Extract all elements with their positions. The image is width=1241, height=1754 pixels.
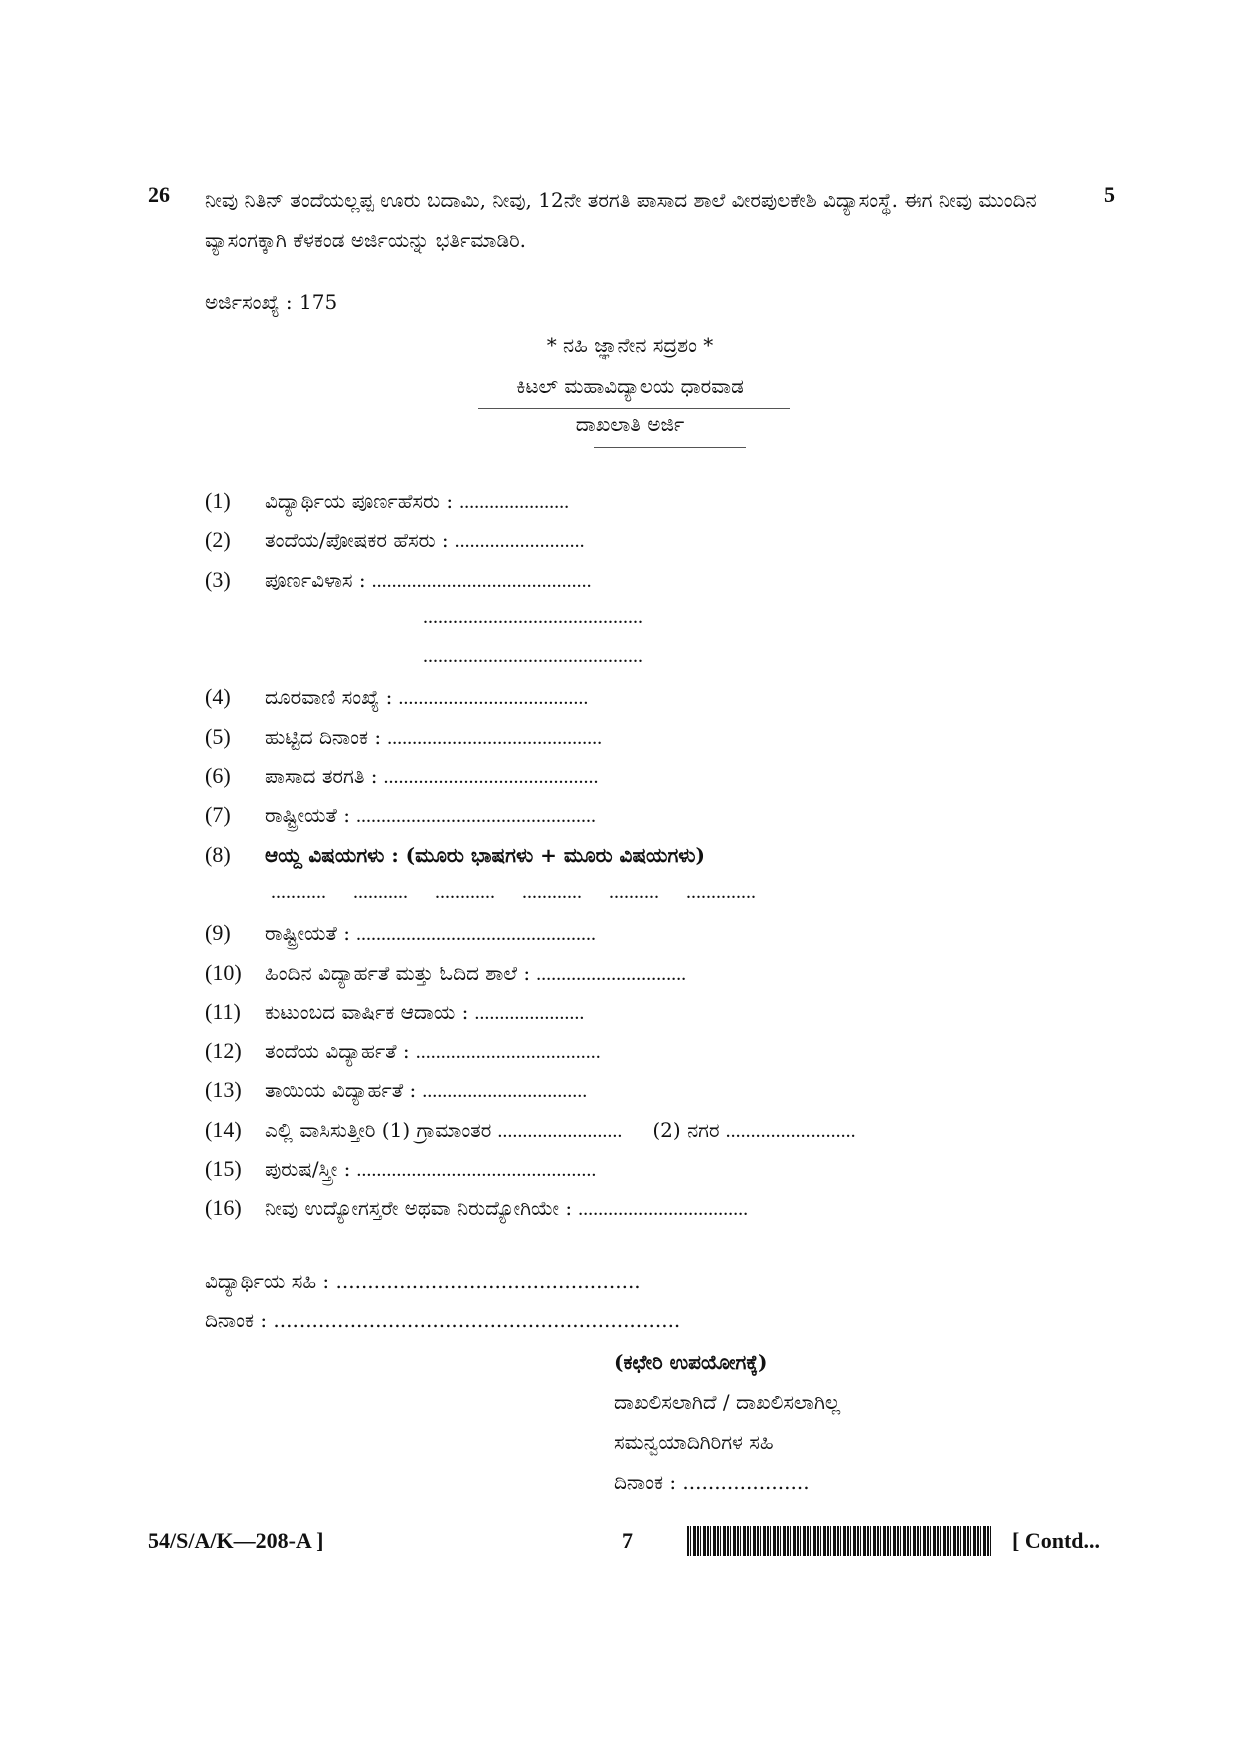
field-blank[interactable]: ................................................ xyxy=(355,923,596,946)
field-label: ಹಿಂದಿನ ವಿದ್ಯಾರ್ಹತೆ ಮತ್ತು ಓದಿದ ಶಾಲೆ : xyxy=(265,960,531,985)
question-number: 26 xyxy=(148,182,170,207)
field-blank-urban[interactable]: .......................... xyxy=(725,1119,856,1142)
form-field-4 xyxy=(205,684,1105,723)
field-label: ಎಲ್ಲಿ ವಾಸಿಸುತ್ತೀರಿ (1) ಗ್ರಾಮಾಂತರ xyxy=(265,1117,492,1142)
college-name: ಕಿಟಲ್ ಮಹಾವಿದ್ಯಾಲಯ ಧಾರವಾಡ xyxy=(516,374,744,398)
field-blank[interactable]: .................................. xyxy=(578,1198,749,1221)
field-label: ವಿದ್ಯಾರ್ಥಿಯ ಪೂರ್ಣಹೆಸರು : xyxy=(265,489,454,513)
barcode-image xyxy=(687,1526,991,1556)
field-number: (11) xyxy=(205,998,241,1024)
form-field-6 xyxy=(205,763,1105,802)
field-blank[interactable]: ...................... xyxy=(459,491,570,513)
form-fields xyxy=(205,488,1105,1235)
student-signature[interactable]: ವಿದ್ಯಾರ್ಥಿಯ ಸಹಿ : ................................................ xyxy=(205,1269,641,1293)
office-use-heading: (ಕಛೇರಿ ಉಪಯೋಗಕ್ಕೆ) xyxy=(614,1350,768,1374)
field-blank[interactable]: .............................. xyxy=(536,962,687,985)
field-blank[interactable]: ............................................ xyxy=(423,605,643,628)
field-blank-rural[interactable]: ......................... xyxy=(497,1119,623,1142)
admission-status: ದಾಖಲಿಸಲಾಗಿದೆ / ದಾಖಲಿಸಲಾಗಿಲ್ಲ xyxy=(614,1390,841,1414)
field-number: (7) xyxy=(205,802,231,828)
field-number: (8) xyxy=(205,841,231,867)
subjects-blanks xyxy=(205,881,1105,920)
field-number: (14) xyxy=(205,1116,242,1142)
form-field-1 xyxy=(205,488,1105,527)
field-number: (12) xyxy=(205,1038,242,1064)
question-marks: 5 xyxy=(1104,182,1115,207)
field-label: ಆಯ್ದ ವಿಷಯಗಳು : (ಮೂರು ಭಾಷಗಳು + ಮೂರು ವಿಷಯಗಳು) xyxy=(265,842,705,867)
field-number: (15) xyxy=(205,1156,242,1182)
field-number: (1) xyxy=(205,488,231,513)
field-blank[interactable]: ...................................... xyxy=(398,687,589,710)
field-number: (10) xyxy=(205,959,242,985)
field-blank[interactable]: ..................................... xyxy=(415,1041,601,1064)
field-blank[interactable]: .......................... xyxy=(454,530,585,553)
field-blank[interactable]: ................................. xyxy=(422,1080,588,1103)
field-blank[interactable]: ............................................ xyxy=(371,569,592,592)
field-blank[interactable]: ........... ........... ............ ............ .......... .............. xyxy=(271,880,756,903)
form-field-13 xyxy=(205,1077,1105,1116)
form-field-5 xyxy=(205,724,1105,763)
form-field-15 xyxy=(205,1156,1105,1195)
address-line-2 xyxy=(205,606,1105,645)
header-divider xyxy=(478,408,790,409)
title-underline xyxy=(594,447,746,448)
field-number: (13) xyxy=(205,1077,242,1103)
field-blank[interactable]: ................................................ xyxy=(355,805,596,828)
paper-code: 54/S/A/K—208-A ] xyxy=(148,1528,324,1553)
field-blank[interactable]: ................................................ xyxy=(356,1159,597,1182)
field-label: ಹುಟ್ಟಿದ ದಿನಾಂಕ : xyxy=(265,724,382,749)
field-number: (2) xyxy=(205,527,231,553)
field-label: ರಾಷ್ಟ್ರೀಯತೆ : xyxy=(265,803,350,828)
form-field-8 xyxy=(205,842,1105,881)
field-label: ತಂದೆಯ/ಪೋಷಕರ ಹೆಸರು : xyxy=(265,528,449,553)
college-motto: * ನಹಿ ಜ್ಞಾನೇನ ಸದ್ರಶಂ * xyxy=(546,333,714,357)
field-label: ಕುಟುಂಬದ ವಾರ್ಷಿಕ ಆದಾಯ : xyxy=(265,999,469,1024)
field-number: (6) xyxy=(205,763,231,789)
form-field-11 xyxy=(205,999,1105,1038)
signature-block xyxy=(205,1262,680,1340)
field-number: (5) xyxy=(205,723,231,749)
field-number: (16) xyxy=(205,1195,242,1221)
field-label: ಪುರುಷ/ಸ್ತ್ರೀ : xyxy=(265,1157,351,1182)
field-label: ರಾಷ್ಟ್ರೀಯತೆ : xyxy=(265,921,350,946)
field-label: ಪೂರ್ಣವಿಳಾಸ : xyxy=(265,567,366,592)
field-label: ತಂದೆಯ ವಿದ್ಯಾರ್ಹತೆ : xyxy=(265,1039,410,1064)
field-label: ನೀವು ಉದ್ಯೋಗಸ್ತರೇ ಅಥವಾ ನಿರುದ್ಯೋಗಿಯೇ : xyxy=(265,1196,573,1221)
field-label: ತಾಯಿಯ ವಿದ್ಯಾರ್ಹತೆ : xyxy=(265,1078,417,1103)
form-field-10 xyxy=(205,960,1105,999)
field-number: (4) xyxy=(205,684,231,710)
form-field-9 xyxy=(205,920,1105,959)
form-field-7 xyxy=(205,802,1105,841)
application-number: ಅರ್ಜಿಸಂಖ್ಯೆ : 175 xyxy=(205,290,338,314)
page-number: 7 xyxy=(622,1528,633,1553)
field-number: (9) xyxy=(205,920,231,946)
office-date[interactable]: ದಿನಾಂಕ : .................... xyxy=(614,1470,810,1494)
form-title: ದಾಖಲಾತಿ ಅರ್ಜಿ xyxy=(575,412,685,436)
field-blank[interactable]: ............................................ xyxy=(423,645,643,668)
form-field-14 xyxy=(205,1117,1105,1156)
continued-label: [ Contd... xyxy=(1012,1528,1101,1553)
field-number: (3) xyxy=(205,566,231,592)
field-blank[interactable]: ...................... xyxy=(474,1001,585,1024)
form-field-2 xyxy=(205,527,1105,566)
question-text: ನೀವು ನಿತಿನ್ ತಂದೆಯಲ್ಲಪ್ಪ ಊರು ಬದಾಮಿ, ನೀವು, 12ನೇ ತರಗತಿ ಪಾಸಾದ ಶಾಲೆ ವೀರಪುಲಕೇಶಿ ವಿದ್ಯಾಸಂಸ್ಥೆ. ಈಗ ನೀವು ಮುಂದಿನ ವ್ಯಾಸಂಗಕ್ಕಾಗಿ ಕೆಳಕಂಡ ಅರ್ಜಿಯನ್ನು ಭರ್ತಿಮಾಡಿರಿ. xyxy=(205,188,1037,252)
field-label-urban: (2) ನಗರ xyxy=(652,1117,720,1142)
address-line-3 xyxy=(205,645,1105,684)
field-blank[interactable]: ........................................... xyxy=(387,726,603,749)
field-label: ದೂರವಾಣಿ ಸಂಖ್ಯೆ : xyxy=(265,685,393,710)
coordinator-signature: ಸಮನ್ವಯಾದಿಗಿರಿಗಳ ಸಹಿ xyxy=(614,1430,774,1454)
office-use-block xyxy=(614,1342,840,1502)
field-blank[interactable]: ........................................... xyxy=(383,766,599,789)
form-field-3 xyxy=(205,567,1105,606)
field-label: ಪಾಸಾದ ತರಗತಿ : xyxy=(265,764,378,789)
signature-date[interactable]: ದಿನಾಂಕ : ................................................................ xyxy=(205,1308,681,1332)
form-field-12 xyxy=(205,1038,1105,1077)
form-field-16 xyxy=(205,1195,1105,1234)
